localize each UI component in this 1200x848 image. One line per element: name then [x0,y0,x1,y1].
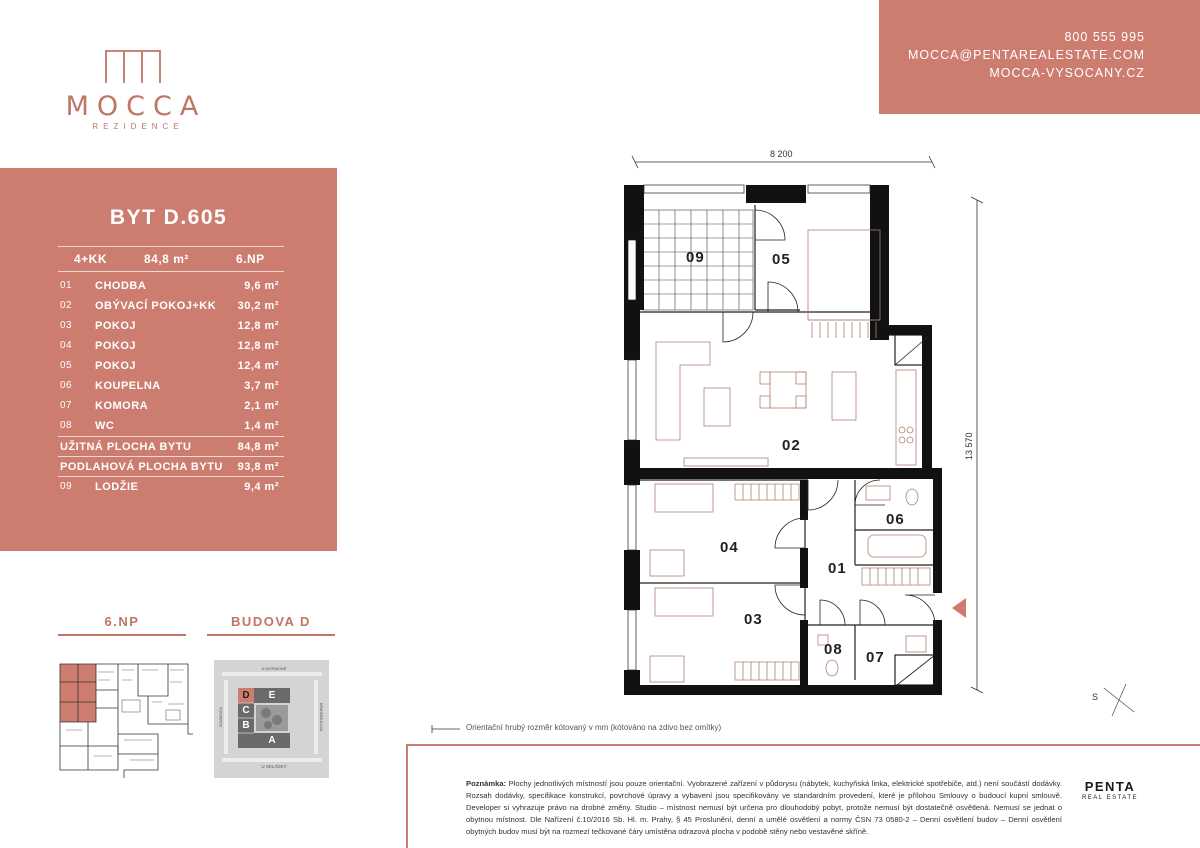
room-label: CHODBA [95,280,147,292]
note-text: Plochy jednotlivých místností jsou pouze orientační. Vyobrazené zařízení v půdorysu (nábytek, kuchyňská linka, elektrické spotřebiče, atd.) není součástí dodávky. Rozsah dodávky, specifikace konstrukcí, povrchové úpravy a vybavení jsou specifikovány ve standardním provedení, které je přílohou Smlouvy o budoucí kupní smlouvě. Developer si vyhrazuje právo na drobné změny. Studio – místnost nemusí být určena pro dlouhodobý pobyt, protože nemusí být dostatečně osvětlená. Nemusí se jednat o obytnou místnost. Dle Nařízení č.10/2016 Sb. Hl. m. Prahy, § 45 Proslunění, denní a umělé osvětlení a normy ČSN 73 0580-2 – Denní osvětlení budov – Denní osvětlení obytných budov musí být na rozmezí tečkované čáry umístěna odrazová plocha v podobě stěny nebo vestavěné skříně. [466,779,1062,836]
room-label: OBÝVACÍ POKOJ+KK [95,300,217,312]
logo-subtitle: REZIDENCE [92,122,184,131]
building-letter-c: C [242,705,250,716]
building-keymap-label: BUDOVA D [231,614,311,629]
note-label: Poznámka: [466,779,507,788]
room-number: 04 [60,340,73,351]
compass-label: S [1092,692,1099,702]
room-area: 30,2 m² [237,300,279,312]
building-letter-b: B [242,720,250,731]
unit-summary [58,246,284,272]
contact-box [879,0,1200,114]
room-number: 09 [60,481,73,492]
dimension-note: Orientační hrubý rozměr kótovaný v mm (kótováno na zdivo bez omítky) [466,723,722,732]
room-area: 3,7 m² [244,380,279,392]
room-row [58,276,284,296]
width-dimension: 8 200 [770,149,793,159]
floor-keymap [58,660,193,778]
street-bottom: U SKLÁDKY [261,764,287,769]
footer-note [466,778,1062,838]
mocca-logo [52,44,220,136]
entrance-marker-icon [952,598,966,618]
unit-floor: 6.NP [236,252,265,266]
room-number: 08 [60,420,73,431]
room-label-07: 07 [866,649,885,666]
room-label: WC [95,420,115,432]
room-label-04: 04 [720,539,739,556]
room-label: POKOJ [95,320,137,332]
penta-logo [1074,779,1146,801]
building-keymap [214,660,329,778]
room-label-08: 08 [824,641,843,658]
floor-keymap-label: 6.NP [104,614,140,629]
room-number: 02 [60,300,73,311]
room-label-06: 06 [886,511,905,528]
unit-info-panel [0,168,337,551]
building-letter-e: E [268,690,276,701]
room-row [58,396,284,416]
loggia-row [58,476,284,496]
contact-email[interactable]: MOCCA@PENTAREALESTATE.COM [907,48,1145,62]
room-number: 06 [60,380,73,391]
room-area: 12,4 m² [237,360,279,372]
contact-phone[interactable]: 800 555 995 [1064,30,1145,44]
building-keymap-rule [207,634,335,636]
total-row [58,456,284,476]
room-number: 07 [60,400,73,411]
floor-keymap-rule [58,634,186,636]
room-label: POKOJ [95,340,137,352]
room-area: 1,4 m² [244,420,279,432]
total-label: PODLAHOVÁ PLOCHA BYTU [60,461,223,473]
street-left: SOUDOVCA [219,706,223,728]
building-letter-d: D [242,690,250,701]
room-number: 03 [60,320,73,331]
room-label-02: 02 [782,437,801,454]
room-label-01: 01 [828,560,847,577]
total-row [58,436,284,456]
room-row [58,336,284,356]
room-row [58,316,284,336]
room-label-09: 09 [686,249,705,266]
height-dimension: 13 570 [964,432,974,460]
floor-plan-drawing [420,140,1140,740]
room-label-03: 03 [744,611,763,628]
street-right: DRAHOBEJLOVA [319,702,323,732]
room-row [58,296,284,316]
logo-wordmark: MOCCA [65,91,207,122]
room-area: 9,6 m² [244,280,279,292]
room-row [58,376,284,396]
contact-website[interactable]: MOCCA-VYSOCANY.CZ [989,66,1145,80]
room-number: 05 [60,360,73,371]
compass-icon [1104,684,1134,716]
room-area: 12,8 m² [237,320,279,332]
floor-plan [420,140,1140,740]
room-number: 01 [60,280,73,291]
mocca-logo-mark-icon [104,49,162,83]
penta-brand: PENTA [1084,779,1136,794]
building-letter-a: A [268,735,276,746]
room-row [58,416,284,436]
street-top: K MORAVINĚ [261,666,287,671]
penta-brand-sub: REAL ESTATE [1081,795,1139,801]
room-area: 12,8 m² [237,340,279,352]
total-area: 93,8 m² [237,461,279,473]
room-label: KOUPELNA [95,380,161,392]
room-area: 2,1 m² [244,400,279,412]
room-label: LODŽIE [95,481,139,493]
unit-layout: 4+KK [74,252,108,266]
room-area: 9,4 m² [244,481,279,493]
room-list [58,276,284,496]
room-label-05: 05 [772,251,791,268]
room-row [58,356,284,376]
total-area: 84,8 m² [237,441,279,453]
room-label: KOMORA [95,400,149,412]
room-label: POKOJ [95,360,137,372]
unit-title: BYT D.605 [109,206,228,229]
building-site-plan [214,660,329,778]
total-label: UŽITNÁ PLOCHA BYTU [60,441,192,453]
unit-area: 84,8 m² [144,252,189,266]
